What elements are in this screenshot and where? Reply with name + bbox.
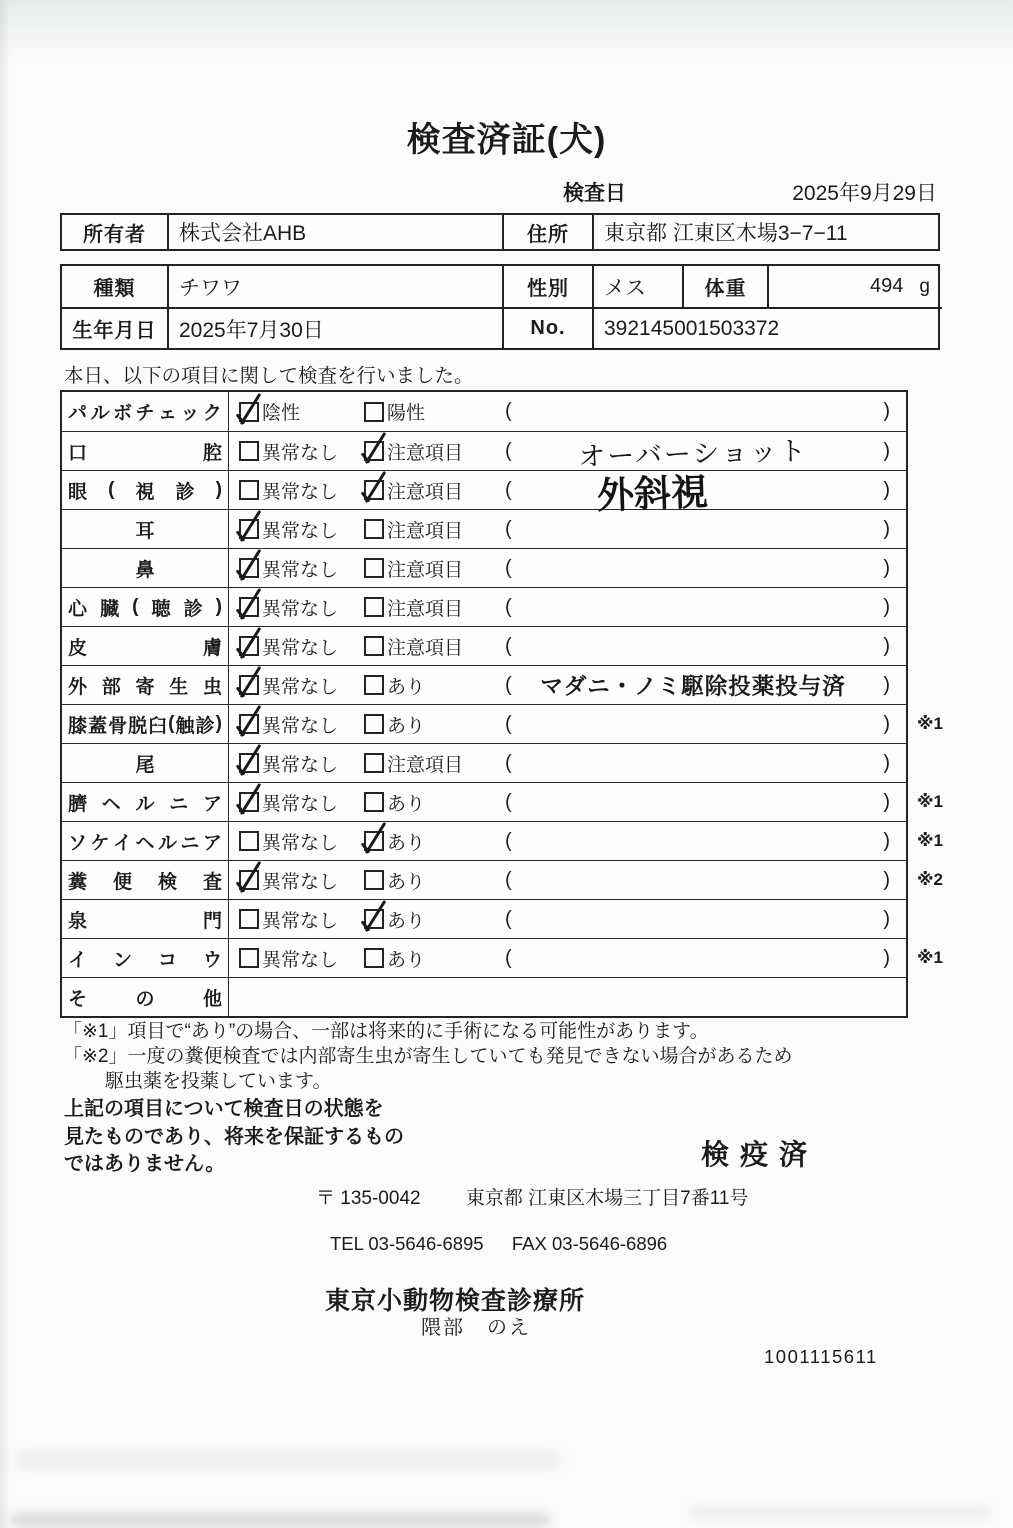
exam-option-label: あり	[387, 715, 426, 737]
paren-close: )	[883, 868, 890, 891]
footnotes	[63, 1019, 793, 1094]
exam-option-label: 注意項目	[387, 559, 464, 581]
exam-option	[364, 594, 505, 621]
exam-option-label: 異常なし	[262, 871, 339, 893]
exam-option	[364, 867, 505, 894]
checkbox-checked-icon	[239, 636, 259, 656]
exam-option	[239, 633, 364, 660]
postal-code: 〒 135-0042	[316, 1188, 421, 1209]
exam-row-label: 鼻	[62, 549, 229, 587]
exam-row-content	[229, 392, 906, 431]
owner-table	[60, 213, 940, 251]
paren-close: )	[883, 556, 890, 579]
examiner-name: 隈部 のえ	[421, 1317, 531, 1339]
exam-row-content	[229, 627, 906, 665]
exam-note-area	[505, 713, 906, 736]
exam-row-content	[229, 939, 906, 977]
exam-option-label: あり	[387, 832, 426, 854]
checkbox-icon	[364, 714, 384, 734]
scan-edge-tint	[0, 0, 1013, 58]
checkbox-checked-icon	[239, 519, 259, 539]
footnote-mark: ※1	[917, 714, 943, 733]
exam-row-content	[229, 978, 906, 1016]
birthdate-label: 生年月日	[62, 307, 167, 348]
checkbox-icon	[364, 636, 384, 656]
exam-option-label: あり	[387, 871, 426, 893]
printed-note: マダニ・ノミ駆除投薬投与済	[540, 674, 846, 699]
checkbox-checked-icon	[239, 792, 259, 812]
checkbox-checked-icon	[364, 441, 384, 461]
exam-option-label: あり	[387, 949, 426, 971]
sex-value: メス	[592, 266, 682, 307]
exam-option-label: 異常なし	[262, 754, 339, 776]
checkbox-checked-icon	[239, 558, 259, 578]
address-label: 住所	[502, 215, 592, 249]
exam-option	[239, 555, 364, 582]
footnote-mark: ※2	[917, 870, 943, 889]
scan-smudge	[690, 1508, 990, 1518]
exam-row-label: ソ ケ イ ヘ ル ニ ア	[62, 822, 229, 860]
exam-row	[62, 977, 906, 1016]
number-label: No.	[502, 307, 592, 348]
exam-option-label: 異常なし	[262, 715, 339, 737]
birthdate-value: 2025年7月30日	[167, 307, 502, 348]
exam-option-label: 異常なし	[262, 832, 339, 854]
exam-row	[62, 548, 906, 587]
paren-open: (	[505, 478, 512, 501]
inspection-date-value: 2025年9月29日	[792, 182, 937, 205]
weight-label: 体重	[682, 266, 767, 307]
exam-option	[364, 711, 505, 738]
footnote-1: 「※1」項目で“あり”の場合、一部は将来的に手術になる可能性があります。	[63, 1021, 709, 1042]
exam-option-label: 異常なし	[262, 481, 339, 503]
paren-close: )	[883, 439, 890, 462]
exam-row	[62, 392, 906, 431]
exam-option-label: 異常なし	[262, 559, 339, 581]
paren-open: (	[505, 556, 512, 579]
exam-row	[62, 626, 906, 665]
exam-option-label: 注意項目	[387, 598, 464, 620]
exam-row-label: 臍 ヘ ル ニ ア	[62, 783, 229, 821]
paren-open: (	[505, 712, 512, 735]
exam-row	[62, 587, 906, 626]
paren-open: (	[505, 751, 512, 774]
paren-close: )	[883, 595, 890, 618]
footnote-2: 「※2」一度の糞便検査では内部寄生虫が寄生していても発見できない場合があるため	[63, 1046, 793, 1067]
paren-close: )	[883, 400, 890, 422]
exam-option-label: あり	[387, 793, 426, 815]
paren-open: (	[505, 868, 512, 891]
checkbox-icon	[364, 597, 384, 617]
exam-option	[364, 398, 505, 425]
owner-value: 株式会社AHB	[167, 215, 502, 249]
scan-smudge	[10, 1514, 550, 1526]
exam-option	[364, 828, 505, 855]
paren-close: )	[883, 751, 890, 774]
checkbox-icon	[364, 675, 384, 695]
exam-row	[62, 431, 906, 470]
tel-label: TEL	[330, 1233, 364, 1254]
paren-close: )	[883, 517, 890, 540]
quarantine-stamp: 検疫済	[701, 1139, 819, 1170]
exam-option	[239, 438, 364, 465]
exam-row	[62, 509, 906, 548]
fax-label: FAX	[511, 1233, 547, 1254]
exam-option-label: 注意項目	[387, 442, 464, 464]
exam-row-content	[229, 822, 906, 860]
exam-option-label: 陽性	[387, 403, 426, 424]
exam-note-area	[505, 518, 906, 541]
exam-note-area	[505, 752, 906, 775]
exam-row-content	[229, 744, 906, 782]
exam-row-content	[229, 861, 906, 899]
breed-label: 種類	[93, 278, 136, 300]
checkbox-icon	[364, 792, 384, 812]
exam-option	[239, 828, 364, 855]
checkbox-checked-icon	[239, 675, 259, 695]
exam-option	[364, 945, 505, 972]
paren-close: )	[883, 946, 890, 969]
exam-row-label: 膝 蓋 骨 脱 臼 ( 触 診 )	[62, 705, 229, 743]
exam-option	[364, 672, 505, 699]
exam-row-label: そ の 他	[62, 978, 229, 1016]
exam-row-label: 眼 ( 視 診 )	[62, 471, 229, 509]
exam-option	[364, 438, 505, 465]
exam-option	[239, 516, 364, 543]
paren-close: )	[883, 634, 890, 657]
checkbox-checked-icon	[364, 909, 384, 929]
paren-open: (	[505, 400, 512, 422]
exam-row	[62, 821, 943, 860]
exam-option	[239, 398, 364, 425]
exam-option-label: 異常なし	[262, 949, 339, 971]
breed-value: チワワ	[167, 266, 502, 307]
fax-number: 03-5646-6896	[552, 1233, 668, 1254]
weight-value	[767, 266, 942, 307]
paren-open: (	[505, 595, 512, 618]
exam-row-label: 泉 門	[62, 900, 229, 938]
exam-row	[62, 899, 906, 938]
exam-row	[62, 743, 906, 782]
exam-row-label: 糞 便 検 査	[62, 861, 229, 899]
animal-info-table	[60, 264, 940, 350]
paren-open: (	[505, 517, 512, 540]
paren-open: (	[505, 634, 512, 657]
scan-edge-shadow	[0, 0, 10, 1528]
exam-note-area	[505, 947, 906, 970]
checkbox-icon	[239, 831, 259, 851]
exam-note-area	[505, 908, 906, 931]
exam-option	[364, 477, 505, 504]
inspection-date-label: 検査日	[563, 182, 626, 205]
exam-note-area	[505, 635, 906, 658]
exam-row-content	[229, 666, 906, 704]
exam-option-label: 注意項目	[387, 754, 464, 776]
exam-note-area	[505, 869, 906, 892]
exam-option-label: 異常なし	[262, 442, 339, 464]
exam-option-label: 異常なし	[262, 676, 339, 698]
street-address: 東京都 江東区木場三丁目7番11号	[465, 1188, 749, 1209]
number-value: 392145001503372	[592, 307, 942, 348]
paren-open: (	[505, 439, 512, 462]
exam-row	[62, 938, 943, 977]
disclaimer	[64, 1096, 404, 1179]
checkbox-icon	[364, 870, 384, 890]
exam-row	[62, 860, 943, 899]
paren-open: (	[505, 790, 512, 813]
exam-row-content	[229, 900, 906, 938]
paren-open: (	[505, 829, 512, 852]
checkbox-checked-icon	[239, 402, 259, 422]
exam-note-area	[505, 596, 906, 619]
disclaimer-line-2: 見たものであり、将来を保証するもの	[64, 1125, 404, 1148]
exam-table	[60, 390, 943, 1018]
exam-option-label: 異常なし	[262, 793, 339, 815]
exam-option	[364, 906, 505, 933]
checkbox-icon	[239, 441, 259, 461]
exam-note-area	[505, 830, 906, 853]
intro-statement: 本日、以下の項目に関して検査を行いました。	[64, 365, 474, 387]
checkbox-icon	[364, 753, 384, 773]
exam-option-label: 注意項目	[387, 520, 464, 542]
exam-option-label: 注意項目	[387, 481, 464, 503]
paren-close: )	[883, 907, 890, 930]
exam-option-label: 陰性	[262, 403, 301, 424]
exam-row-content	[229, 470, 906, 516]
exam-row-label: パ ル ボ チ ェ ッ ク	[62, 392, 229, 431]
weight-unit: g	[919, 275, 930, 297]
paren-close: )	[883, 829, 890, 852]
exam-note-area	[505, 557, 906, 580]
contact-line	[330, 1233, 667, 1255]
handwritten-note: 外斜視	[596, 470, 709, 516]
handwritten-note: オーバーショット	[577, 435, 809, 472]
weight-number: 494	[870, 275, 904, 297]
checkbox-icon	[239, 909, 259, 929]
exam-option	[239, 672, 364, 699]
exam-row-content	[229, 588, 906, 626]
exam-row-content	[229, 705, 906, 743]
footnote-mark: ※1	[917, 948, 943, 967]
exam-option	[364, 555, 505, 582]
sex-label: 性別	[502, 266, 592, 307]
exam-option	[239, 711, 364, 738]
exam-note-area	[505, 435, 906, 472]
exam-option	[364, 750, 505, 777]
checkbox-checked-icon	[239, 870, 259, 890]
exam-option-label: 異常なし	[262, 637, 339, 659]
paren-close: )	[883, 712, 890, 735]
paren-close: )	[883, 673, 890, 696]
exam-row-label: 尾	[62, 744, 229, 782]
exam-row-label: 耳	[62, 510, 229, 548]
exam-option	[239, 750, 364, 777]
footnote-mark: ※1	[917, 831, 943, 850]
exam-option-label: 注意項目	[387, 637, 464, 659]
exam-row-label: 皮 膚	[62, 627, 229, 665]
exam-row-content	[229, 783, 906, 821]
checkbox-checked-icon	[364, 480, 384, 500]
exam-option	[364, 789, 505, 816]
paren-close: )	[883, 790, 890, 813]
owner-label: 所有者	[83, 223, 146, 246]
exam-row	[62, 782, 943, 821]
exam-note-area	[505, 791, 906, 814]
exam-row-label: 外 部 寄 生 虫	[62, 666, 229, 704]
exam-option-label: 異常なし	[262, 520, 339, 542]
exam-row-content	[229, 510, 906, 548]
exam-row-label: 心 臓 ( 聴 診 )	[62, 588, 229, 626]
exam-row	[62, 470, 906, 516]
exam-note-area	[505, 674, 906, 697]
exam-row	[62, 704, 943, 743]
clinic-address	[316, 1183, 748, 1210]
exam-option	[239, 867, 364, 894]
checkbox-icon	[239, 948, 259, 968]
exam-row	[62, 665, 906, 704]
checkbox-icon	[364, 558, 384, 578]
exam-option	[239, 477, 364, 504]
checkbox-checked-icon	[239, 597, 259, 617]
checkbox-icon	[364, 402, 384, 422]
address-value: 東京都 江東区木場3−7−11	[592, 215, 942, 249]
checkbox-icon	[364, 519, 384, 539]
exam-option	[239, 789, 364, 816]
exam-row-content	[229, 549, 906, 587]
footnote-mark: ※1	[917, 792, 943, 811]
exam-option-label: あり	[387, 910, 426, 932]
exam-note-area	[505, 400, 906, 423]
exam-row-label: 口 腔	[62, 432, 229, 470]
checkbox-checked-icon	[364, 831, 384, 851]
exam-option-label: 異常なし	[262, 598, 339, 620]
exam-option	[239, 945, 364, 972]
disclaimer-line-3: ではありません。	[64, 1153, 226, 1175]
checkbox-icon	[239, 480, 259, 500]
exam-option	[364, 633, 505, 660]
serial-number: 1001115611	[764, 1346, 878, 1367]
exam-option-label: あり	[387, 676, 426, 698]
checkbox-checked-icon	[239, 753, 259, 773]
scan-smudge	[15, 1452, 560, 1468]
exam-note-area	[505, 470, 906, 516]
checkbox-icon	[364, 948, 384, 968]
page-title: 検査済証(犬)	[406, 121, 607, 159]
clinic-name: 東京小動物検査診療所	[325, 1287, 586, 1315]
paren-close: )	[883, 478, 890, 501]
disclaimer-line-1: 上記の項目について検査日の状態を	[64, 1098, 384, 1120]
paren-open: (	[505, 673, 512, 696]
tel-number: 03-5646-6895	[368, 1233, 484, 1254]
checkbox-checked-icon	[239, 714, 259, 734]
exam-option	[239, 594, 364, 621]
exam-option-label: 異常なし	[262, 910, 339, 932]
exam-row-content	[229, 432, 906, 470]
exam-row-label: イ ン コ ウ	[62, 939, 229, 977]
exam-option	[239, 906, 364, 933]
paren-open: (	[505, 946, 512, 969]
footnote-2-continued: 駆虫薬を投薬しています。	[105, 1071, 332, 1092]
exam-option	[364, 516, 505, 543]
paren-open: (	[505, 907, 512, 930]
